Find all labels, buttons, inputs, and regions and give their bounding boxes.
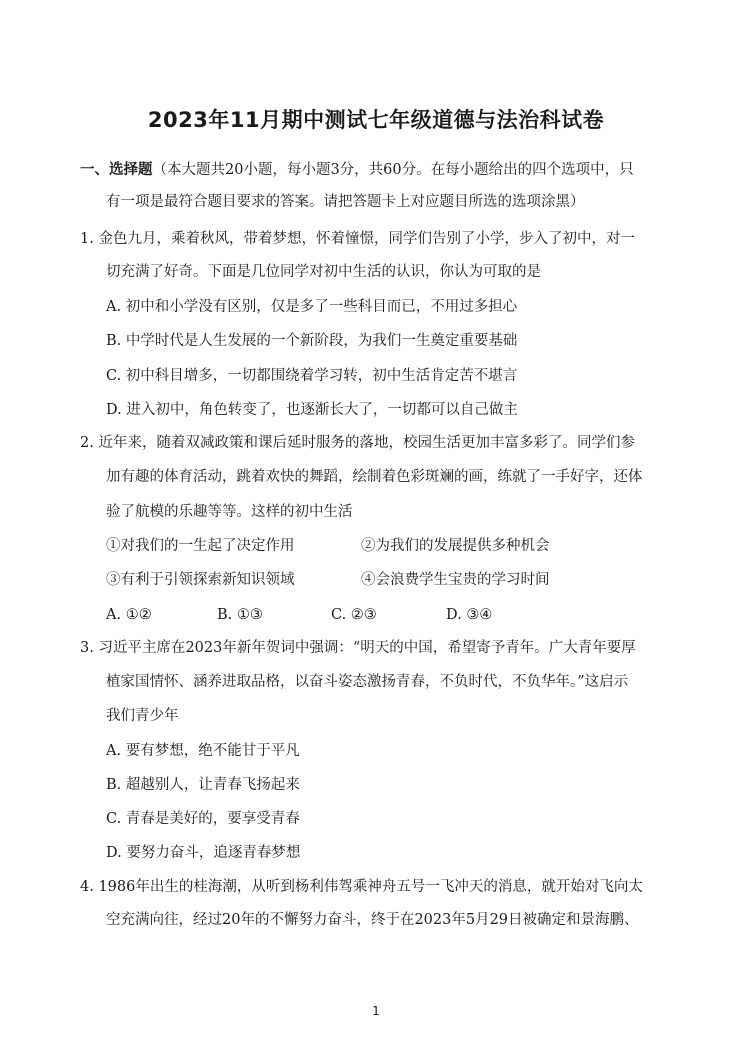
q3-option-c: C. 青春是美好的，要享受青春 bbox=[106, 811, 300, 827]
q2-option-a: A. ①② bbox=[106, 607, 152, 623]
q2-stem-line3: 验了航模的乐趣等等。这样的初中生活 bbox=[106, 504, 353, 520]
q2-statement-2: ②为我们的发展提供多种机会 bbox=[361, 538, 550, 554]
q2-option-b: B. ①③ bbox=[217, 607, 263, 623]
section-1-desc-line1: （本大题共20小题，每小题3分，共60分。在每小题给出的四个选项中，只 bbox=[152, 162, 634, 178]
q2-statements-row1 bbox=[106, 536, 666, 556]
page-number: 1 bbox=[372, 1004, 380, 1018]
q3-option-a: A. 要有梦想，绝不能甘于平凡 bbox=[106, 743, 300, 759]
section-1-intro bbox=[80, 160, 634, 180]
q2-statements-row2 bbox=[106, 570, 666, 590]
q1-option-d: D. 进入初中，角色转变了，也逐渐长大了，一切都可以自己做主 bbox=[106, 402, 518, 418]
q4-stem-line2: 空充满向往，经过20年的不懈努力奋斗，终于在2023年5月29日被确定和景海鹏、 bbox=[106, 912, 639, 928]
q2-options-row bbox=[106, 605, 666, 625]
q4-stem-line1: 4. 1986年出生的桂海潮，从听到杨利伟驾乘神舟五号一飞冲天的消息，就开始对飞向太 bbox=[80, 879, 643, 895]
q2-stem-line2: 加有趣的体育活动，跳着欢快的舞蹈，绘制着色彩斑斓的画，练就了一手好字，还体 bbox=[106, 469, 643, 485]
q3-stem-line3: 我们青少年 bbox=[106, 708, 179, 724]
q1-option-c: C. 初中科目增多，一切都围绕着学习转，初中生活肯定苦不堪言 bbox=[106, 368, 518, 384]
q3-option-b: B. 超越别人，让青春飞扬起来 bbox=[106, 777, 300, 793]
section-1-desc-line2: 有一项是最符合题目要求的答案。请把答题卡上对应题目所选的选项涂黑） bbox=[106, 194, 585, 210]
q1-stem-line2: 切充满了好奇。下面是几位同学对初中生活的认识，你认为可取的是 bbox=[106, 264, 541, 280]
section-1-head: 一、选择题 bbox=[80, 162, 153, 178]
q1-option-a: A. 初中和小学没有区别，仅是多了一些科目而已，不用过多担心 bbox=[106, 299, 518, 315]
q1-option-b: B. 中学时代是人生发展的一个新阶段，为我们一生奠定重要基础 bbox=[106, 333, 518, 349]
q2-statement-3: ③有利于引领探索新知识领域 bbox=[106, 572, 295, 588]
q2-statement-4: ④会浪费学生宝贵的学习时间 bbox=[361, 572, 550, 588]
q2-stem-line1: 2. 近年来，随着双减政策和课后延时服务的落地，校园生活更加丰富多彩了。同学们参 bbox=[80, 435, 635, 451]
q1-stem-line1: 1. 金色九月，乘着秋风，带着梦想，怀着憧憬，同学们告别了小学，步入了初中，对一 bbox=[80, 231, 635, 247]
exam-title: 2023年11月期中测试七年级道德与法治科试卷 bbox=[147, 108, 605, 132]
q2-statement-1: ①对我们的一生起了决定作用 bbox=[106, 538, 295, 554]
q3-stem-line1: 3. 习近平主席在2023年新年贺词中强调：“明天的中国，希望寄予青年。广大青年要厚 bbox=[80, 640, 636, 656]
q2-option-c: C. ②③ bbox=[331, 607, 377, 623]
q3-stem-line2: 植家国情怀、涵养进取品格，以奋斗姿态激扬青春，不负时代，不负华年。”这启示 bbox=[106, 674, 629, 690]
q3-option-d: D. 要努力奋斗，追逐青春梦想 bbox=[106, 845, 301, 861]
q2-option-d: D. ③④ bbox=[446, 607, 493, 623]
